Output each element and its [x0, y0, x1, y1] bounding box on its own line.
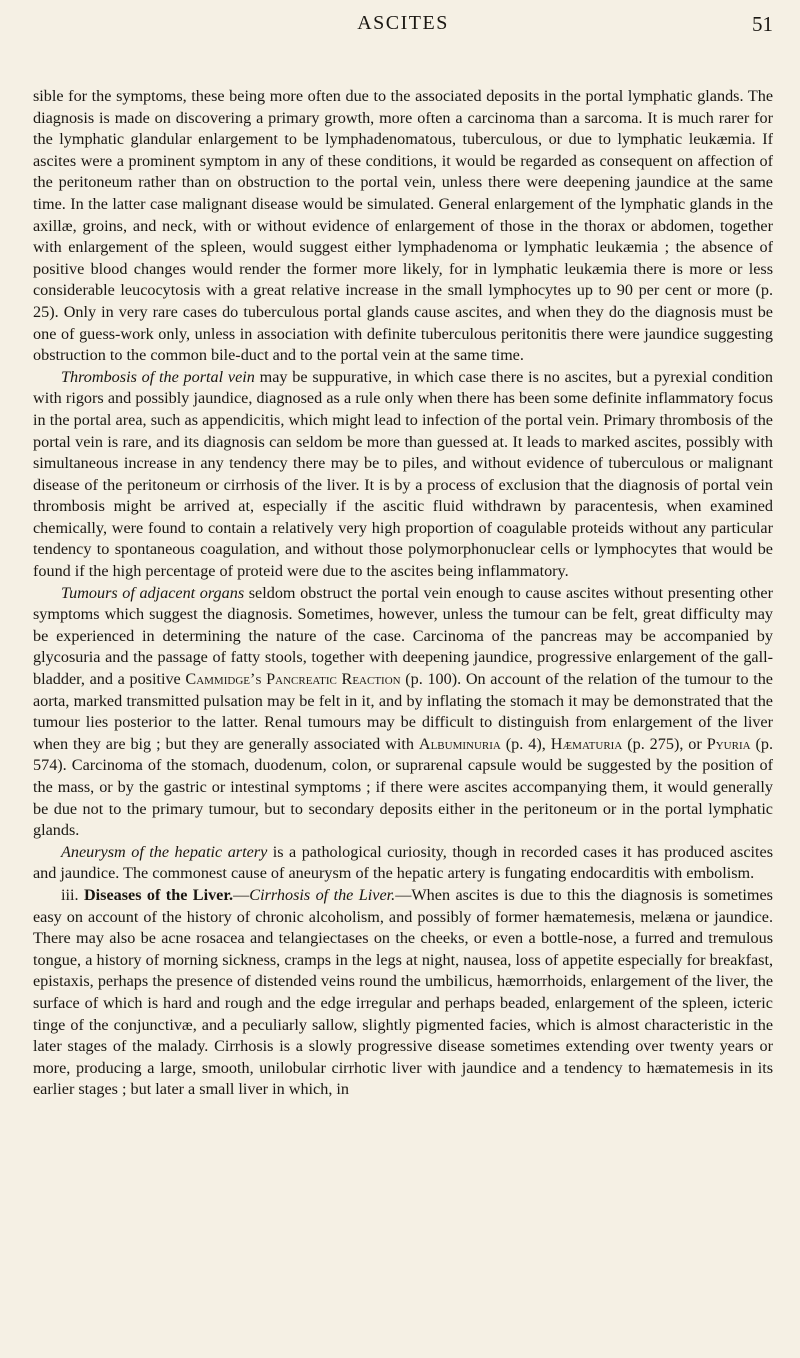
text-run: (p. 4), — [500, 734, 551, 753]
text-run: sible for the symptoms, these being more often due to the associated deposits in the portal lymphatic glands. The diagnosis is made on discovering a primary growth, more often a carcinoma than a sarcoma. It is much rarer for the lymphatic glandular enlargement to be lymphadenomatous, tuberculous, or due to lymphatic leukæmia. If ascites were a prominent symptom in any of these conditions, it would be regarded as consequent on affection of the peritoneum rather than on obstruction to the portal vein, unless there were deepening jaundice at the same time. In the latter case malignant disease would be simulated. General enlargement of the lymphatic glands in the axillæ, groins, and neck, with or without evidence of enlargement of those in the thorax or abdomen, together with enlargement of the spleen, would suggest either lymphadenoma or lymphatic leukæmia ; the absence of positive blood changes would render the former more likely, for in lymphatic leukæmia there is more or less considerable leucocytosis with a great relative increase in the small lymphocytes up to 90 per cent or more (p. 25). Only in very rare cases do tuberculous portal glands cause ascites, and when they do the diagnosis must be one of guess-work only, unless in association with definite tuberculous peritonitis there were jaundice suggesting obstruction to the common bile-duct and to the portal vein at the same time. — [33, 87, 773, 365]
paragraph-liver-diseases — [33, 885, 773, 1101]
emphasized-text: Albuminuria — [418, 734, 501, 753]
emphasized-text: Pyuria — [706, 734, 751, 753]
text-run: is a pathological curiosity, though in recorded cases it has produced ascites and jaundice. The commonest cause of aneurysm of the hepatic artery is fungating endocarditis with embolism. — [33, 842, 773, 883]
text-run: may be suppurative, in which case there is no ascites, but a pyrexial condition with rigors and possibly jaundice, diagnosed as a rule only when there has been some definite inflammatory focus in the portal area, such as appendicitis, which might lead to infection of the portal vein. Primary thrombosis of the portal vein is rare, and its diagnosis can seldom be more than guessed at. It leads to marked ascites, possibly with simultaneous increase in any tendency there may be to piles, and without evidence of tuberculous or malignant disease of the peritoneum or cirrhosis of the liver. It is by a process of exclusion that the diagnosis of portal vein thrombosis might be arrived at, especially if the ascitic fluid withdrawn by paracentesis, when examined chemically, were found to contain a relatively very high proportion of coagulable proteids without any particular tendency to spontaneous coagulation, and without those polymorphonuclear cells or lymphocytes that would be found if the high percentage of proteid were due to the ascites being inflammatory. — [33, 367, 773, 581]
text-run: seldom obstruct the portal vein enough to cause ascites without presenting other symptoms which suggest the diagnosis. Sometimes, however, unless the tumour can be felt, great difficulty may be experienced in determining the nature of the case. Carcinoma of the pancreas may be accompanied by glycosuria and the passage of fatty stools, together with deepening jaundice, progressive enlargement of the gall-bladder, and a positive — [33, 583, 774, 689]
emphasized-text: Thrombosis of the portal vein — [61, 367, 255, 386]
text-run: iii. — [61, 885, 84, 904]
emphasized-text: Cirrhosis of the Liver. — [249, 885, 396, 904]
page-number: 51 — [752, 12, 773, 36]
text-run: (p. 275), or — [622, 734, 707, 753]
text-run: —When ascites is due to this the diagnosis is sometimes easy on account of the history of chronic alcoholism, and possibly of former hæmatemesis, melæna or jaundice. There may also be acne rosacea and telangiectases on the cheeks, or even a bottle-nose, a furred and tremulous tongue, a history of morning sickness, cramps in the legs at night, nausea, loss of appetite especially for breakfast, epistaxis, perhaps the presence of distended veins round the umbilicus, hæmorrhoids, enlargement of the liver, the surface of which is hard and rough and the edge irregular and perhaps beaded, enlargement of the spleen, icteric tinge of the conjunctivæ, and a peculiarly sallow, slightly pigmented facies, which is almost characteristic in the later stages of the malady. Cirrhosis is a slowly progressive disease sometimes extending over twenty years or more, producing a large, smooth, unilobular cirrhotic liver with jaundice and a tendency to hæmatemesis in its earlier stages ; but later a small liver in which, in — [33, 885, 773, 1099]
emphasized-text: Tumours of adjacent organs — [61, 583, 245, 602]
paragraph-portal-thrombosis — [33, 367, 773, 583]
running-title: ASCITES — [357, 12, 449, 34]
emphasized-text: Hæmaturia — [550, 734, 623, 753]
paragraph-hepatic-aneurysm — [33, 842, 773, 885]
text-run: — — [233, 885, 250, 904]
text-run: (p. 100). On account of the relation of the tumour to the aorta, marked transmitted pulsation may be felt in it, and by inflating the stomach it may be demonstrated that the tumour lies posterior to the latter. Renal tumours may be difficult to distinguish from enlargement of the liver when they are big ; but they are generally associated with — [33, 670, 773, 753]
running-head — [33, 0, 773, 44]
emphasized-text: Diseases of the Liver. — [83, 885, 234, 904]
emphasized-text: Aneurysm of the hepatic artery — [61, 842, 268, 861]
body-text — [33, 86, 773, 1101]
text-run: (p. 574). Carcinoma of the stomach, duodenum, colon, or suprarenal capsule would be suggested by the position of the mass, or by the gastric or intestinal symptoms ; if there were ascites accompanying them, it would generally be due not to the primary tumour, but to secondary deposits either in the peritoneum or in the portal lymphatic glands. — [33, 734, 774, 840]
emphasized-text: Cammidge’s Pancreatic Reaction — [185, 670, 401, 689]
paragraph-adjacent-tumours — [33, 583, 773, 842]
paragraph-portal-glands — [33, 86, 773, 367]
